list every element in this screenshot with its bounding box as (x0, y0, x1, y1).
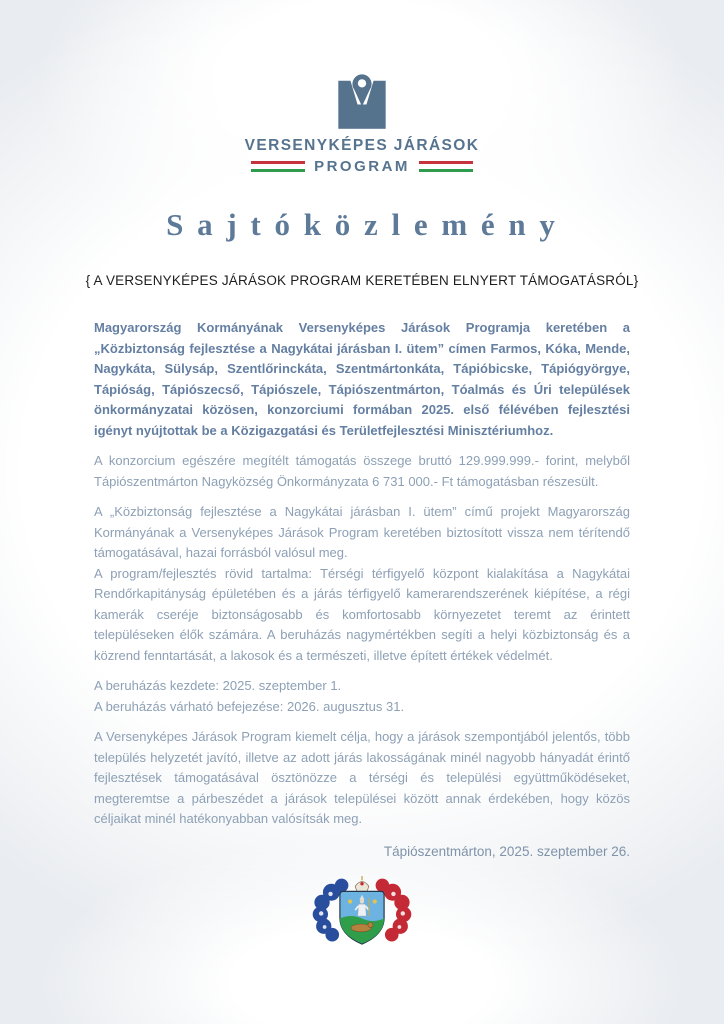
logo-program-row (0, 158, 724, 175)
page-title: S a j t ó k ö z l e m é n y (166, 207, 558, 242)
hungarian-flag-stripes-left-icon (251, 161, 305, 172)
press-release-body (94, 318, 630, 830)
footer (0, 873, 724, 964)
paragraph: A „Közbiztonság fejlesztése a Nagykátai járásban I. ütem” című projekt Magyarország Kormányának a Versenyképes Járások Program keretében biztosított vissza nem térítendő támogatásával, hazai forrásból valósul meg. (94, 504, 630, 560)
flag-stripe-green (251, 169, 305, 172)
coat-of-arms-icon (311, 873, 413, 959)
paragraph: A konzorcium egészére megítélt támogatás összege bruttó 129.999.999.- forint, melyből Tápiószentmárton Nagyközség Önkormányzata 6 731 000.- Ft támogatásban részesült. (94, 453, 630, 489)
paragraph: Magyarország Kormányának Versenyképes Járások Programja keretében a „Közbiztonság fejlesztése a Nagykátai járásban I. ütem” címen Farmos, Kóka, Mende, Nagykáta, Sülysáp, Szentlőrinckáta, Szentmártonkáta, Tápióbicske, Tápiógyörgye, Tápióság, Tápiószecső, Tápiószele, Tápiószentmárton, Tóalmás és Úri települések önkormányzatai közösen, konzorciumi formában 2025. első félévében fejlesztési igényt nyújtottak be a Közigazgatási és Területfejlesztési Minisztériumhoz. (94, 320, 630, 438)
subtitle: { A VERSENYKÉPES JÁRÁSOK PROGRAM KERETÉBEN ELNYERT TÁMOGATÁSRÓL} (85, 273, 639, 288)
paragraph: A beruházás várható befejezése: 2026. augusztus 31. (94, 698, 405, 714)
logo-text-line2: PROGRAM (314, 158, 410, 175)
paragraph: A beruházás kezdete: 2025. szeptember 1. (94, 678, 342, 693)
program-logo (0, 68, 724, 175)
location-pin-logo-icon (328, 68, 396, 132)
hungarian-flag-stripes-right-icon (419, 161, 473, 172)
flag-stripe-green (419, 169, 473, 172)
paragraph: A program/fejlesztés rövid tartalma: Térségi térfigyelő központ kialakítása a Nagykátai Rendőrkapitányság épületében és a járás térfigyelő kamerarendszerének kiépítése, a régi kamerák cseréje biztonságosabb és komfortosabb környezetet teremt az érintett településeken élők számára. A beruházás nagymértékben segíti a helyi közbiztonság és a közrend fenntartását, a lakosok és a természeti, illetve épített értékek védelmét. (94, 565, 630, 663)
dateline: Tápiószentmárton, 2025. szeptember 26. (383, 843, 630, 859)
logo-text-line1: VERSENYKÉPES JÁRÁSOK (244, 137, 480, 154)
paragraph: A Versenyképes Járások Program kiemelt célja, hogy a járások szempontjából jelentős, több település helyzetét javító, illetve az adott járás lakosságának minél nagyobb hányadát érintő fejlesztések támogatásával ösztönözze a térségi és települési együttműködéseket, megteremtse a párbeszédet a járások települései között annak érdekében, hogy közös céljaikat minél hatékonyabban valósítsák meg. (94, 729, 630, 826)
